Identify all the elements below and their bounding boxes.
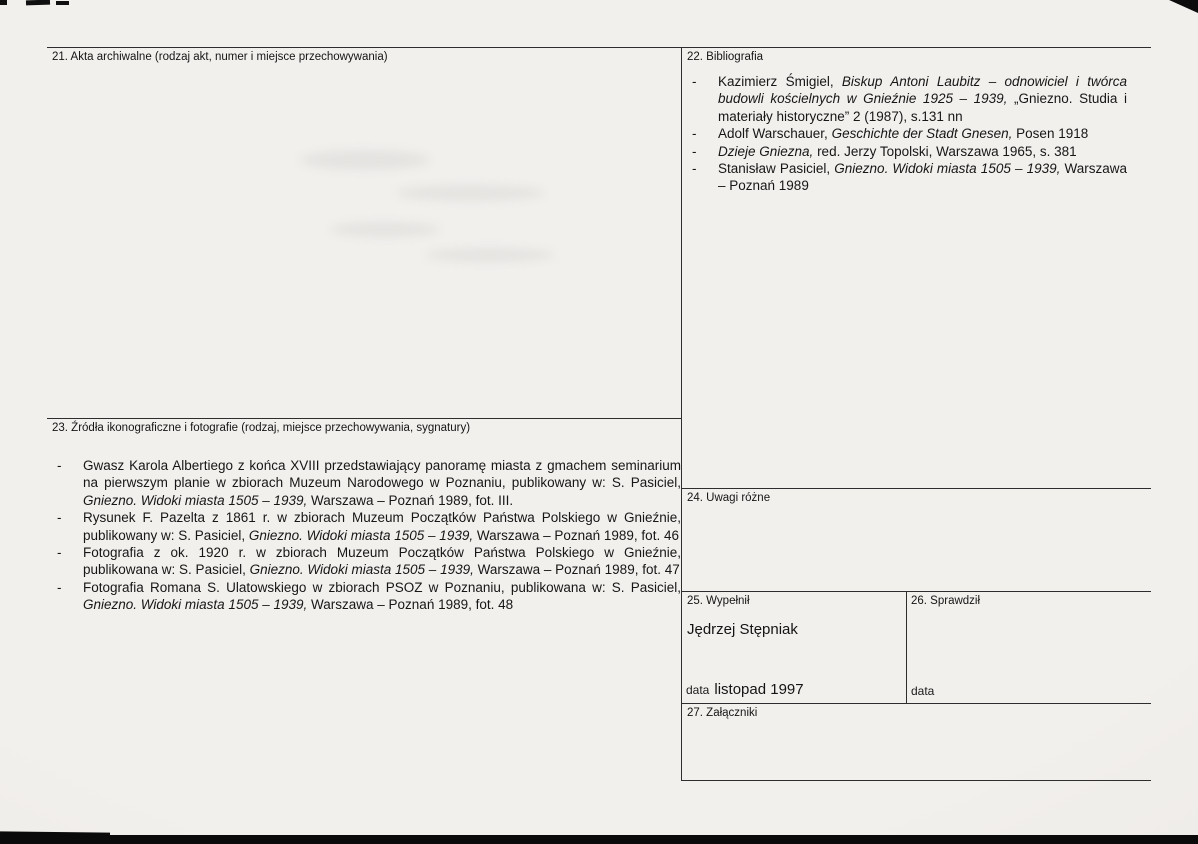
entry-text: Dzieje Gniezna, red. Jerzy Topolski, Warszawa 1965, s. 381 xyxy=(718,143,1077,159)
entry-text: Rysunek F. Pazelta z 1861 r. w zbiorach Muzeum Początków Państwa Polskiego w Gnieźnie, publikowany w: S. Pasiciel, Gniezno. Widoki miasta 1505 – 1939, Warszawa – Poznań 1989, fot. 46 xyxy=(83,510,681,543)
scan-artifact-top-left-2 xyxy=(56,1,69,5)
entry-text: Kazimierz Śmigiel, Biskup Antoni Laubitz – odnowiciel i twórca budowli kościelnych w Gnieźnie 1925 – 1939, „Gniezno. Studia i materiały historyczne” 2 (1987), s.131 nn xyxy=(718,74,1128,124)
bibliography-entry xyxy=(690,125,1127,142)
bibliography-list xyxy=(690,73,1127,195)
iconographic-sources-list xyxy=(55,457,681,614)
entry-text: Fotografia Romana S. Ulatowskiego w zbiorach PSOZ w Poznaniu, publikowana w: S. Pasiciel, Gniezno. Widoki miasta 1505 – 1939, Warszawa – Poznań 1989, fot. 48 xyxy=(83,579,681,613)
scan-edge-bottom-bar xyxy=(0,835,1198,844)
scan-smudge xyxy=(425,248,555,262)
section-25-label: 25. Wypełnił xyxy=(687,595,750,607)
bullet-dash: - xyxy=(692,74,697,89)
section-22-label: 22. Bibliografia xyxy=(687,51,764,63)
scan-smudge xyxy=(300,150,430,170)
bullet-dash: - xyxy=(692,143,697,159)
bullet-dash: - xyxy=(692,161,697,177)
scan-smudge xyxy=(330,222,440,237)
form-bottom-border xyxy=(681,780,1151,781)
date-label-checked: data xyxy=(911,684,935,698)
scan-artifact-top-edge xyxy=(0,0,7,5)
section-23-label: 23. Źródła ikonograficzne i fotografie (rodzaj, miejsce przechowywania, sygnatury) xyxy=(52,422,471,434)
section-24-label: 24. Uwagi różne xyxy=(687,492,771,504)
bullet-dash: - xyxy=(57,510,62,526)
bibliography-entry xyxy=(690,73,1127,125)
column-divider xyxy=(681,47,682,781)
date-label: data xyxy=(686,683,710,697)
section-24-top-border xyxy=(681,488,1151,489)
scan-artifact-top-right-corner xyxy=(1164,0,1198,13)
entry-text: Stanisław Pasiciel, Gniezno. Widoki miasta 1505 – 1939, Warszawa – Poznań 1989 xyxy=(718,161,1127,194)
entry-text: Adolf Warschauer, Geschichte der Stadt Gnesen, Posen 1918 xyxy=(718,126,1089,142)
bullet-dash: - xyxy=(57,579,62,595)
bibliography-entry xyxy=(690,160,1127,195)
source-entry xyxy=(55,579,681,614)
bibliography-entry xyxy=(690,143,1127,160)
date-value: listopad 1997 xyxy=(714,681,804,698)
scan-smudge xyxy=(395,185,545,201)
section-25-26-divider xyxy=(906,591,907,703)
section-27-label: 27. Załączniki xyxy=(687,707,758,719)
bullet-dash: - xyxy=(692,126,697,142)
source-entry xyxy=(55,457,681,509)
entry-text: Fotografia z ok. 1920 r. w zbiorach Muzeum Początków Państwa Polskiego w Gnieźnie, publikowana w: S. Pasiciel, Gniezno. Widoki miasta 1505 – 1939, Warszawa – Poznań 1989, fot. 47 xyxy=(83,545,681,578)
source-entry xyxy=(55,509,681,544)
section-25-top-border xyxy=(681,591,1151,592)
entry-text: Gwasz Karola Albertiego z końca XVIII przedstawiający panoramę miasta z gmachem seminarium na pierwszym planie w zbiorach Muzeum Narodowego w Poznaniu, publikowany w: S. Pasiciel, Gniezno. Widoki miasta 1505 – 1939, Warszawa – Poznań 1989, fot. III. xyxy=(83,458,681,508)
date-row-filled xyxy=(686,681,804,698)
form-top-border xyxy=(47,47,1151,48)
section-23-top-border xyxy=(47,418,682,419)
source-entry xyxy=(55,544,681,579)
section-21-label: 21. Akta archiwalne (rodzaj akt, numer i miejsce przechowywania) xyxy=(52,51,388,63)
section-27-top-border xyxy=(681,703,1151,704)
scan-artifact-top-left xyxy=(26,0,50,5)
bullet-dash: - xyxy=(57,458,62,473)
filled-by-name: Jędrzej Stępniak xyxy=(687,621,798,638)
bullet-dash: - xyxy=(57,545,62,561)
section-26-label: 26. Sprawdził xyxy=(911,595,981,607)
